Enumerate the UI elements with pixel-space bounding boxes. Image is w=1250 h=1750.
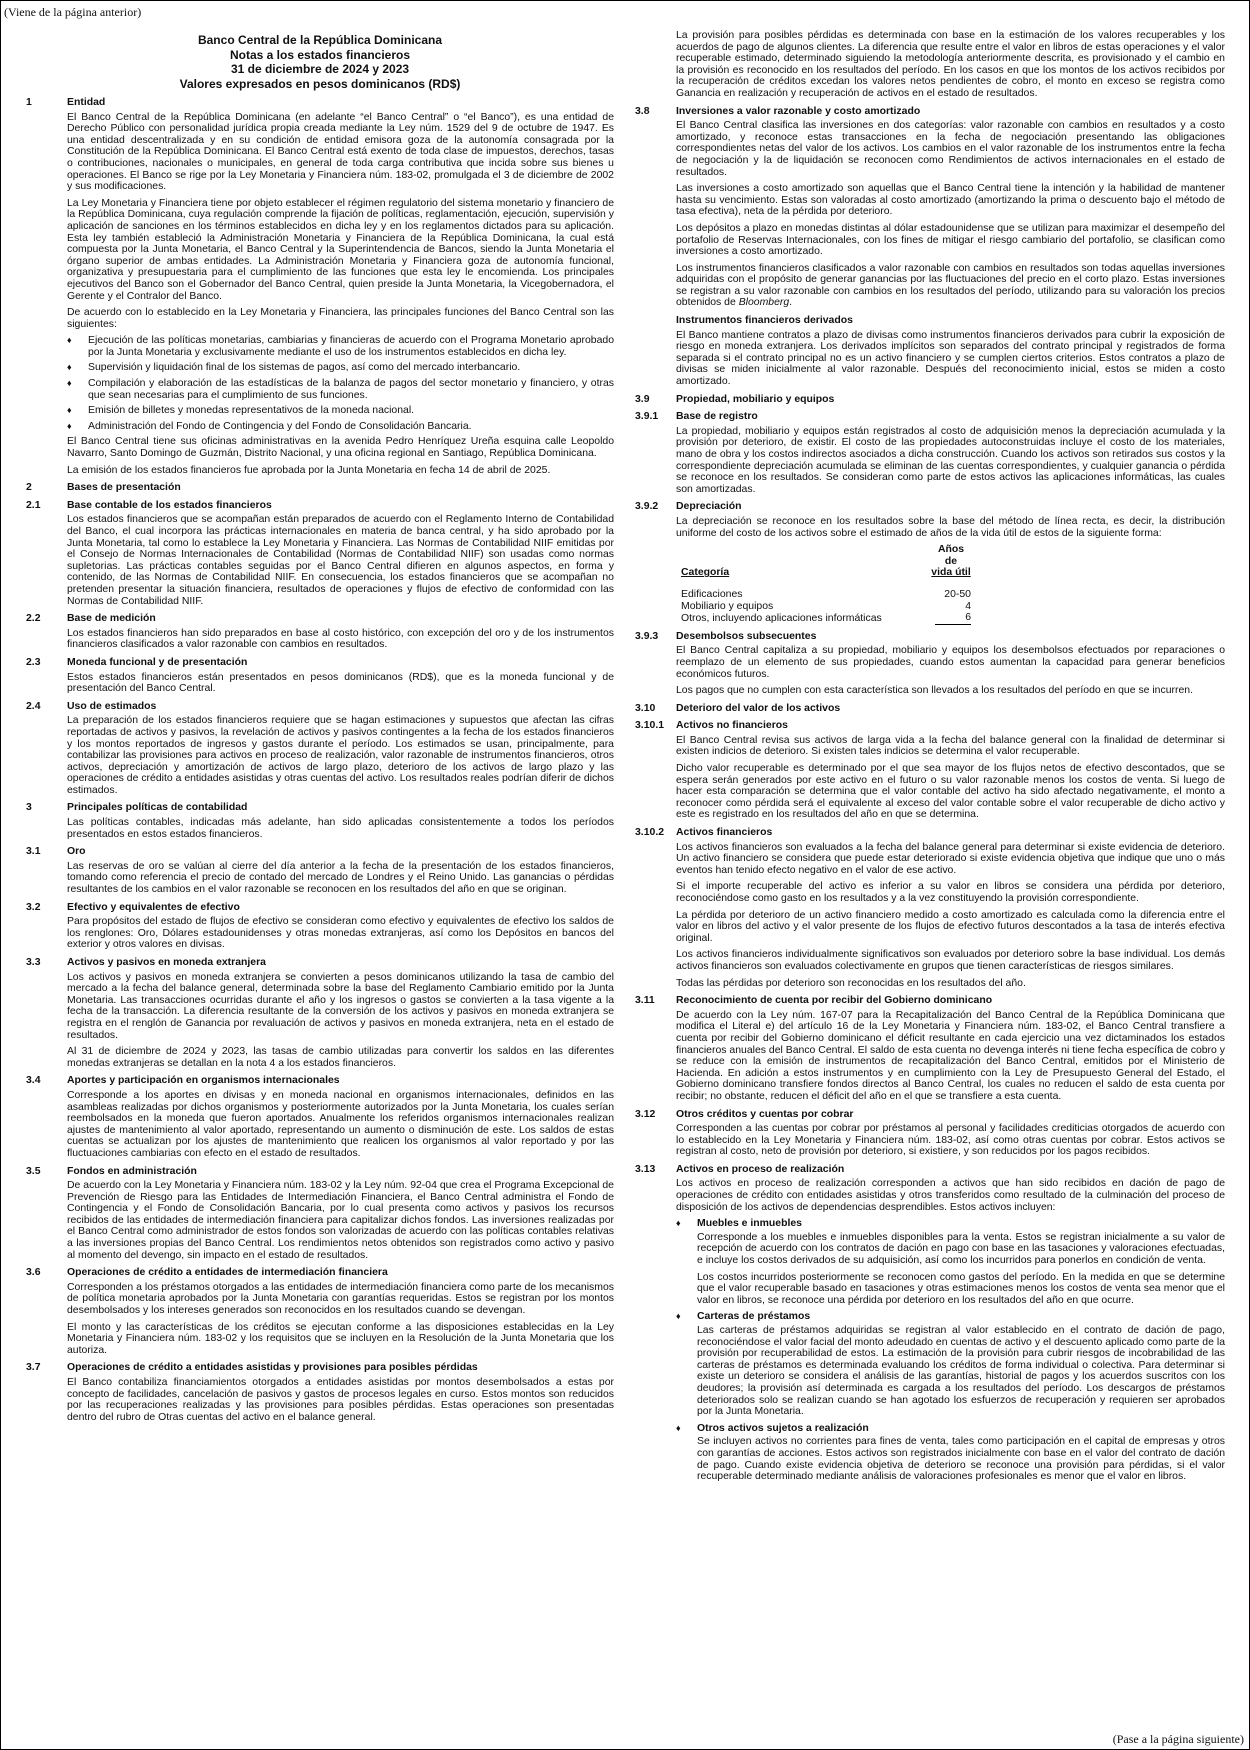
paragraph: Corresponde a los aportes en divisas y en moneda nacional en organismos internacionales, definidos en las asambleas realizadas por dichos organismos y posteriormente autorizados por la Junta Monetaria, los cuales serían reembolsados en la moneda que fueron aportados. Anualmente los referidos organismos internacionales realizan ajustes de mantenimiento al valor aportado, representando un aumento o disminución de este. Los saldos de estas cuentas se actualizan por los ajustes de mantenimiento que realicen los organismos al valor reportado y por las fluctuaciones cambiarias con efecto en el estado de resultados. xyxy=(67,1089,614,1159)
years-value: 6 xyxy=(935,612,971,625)
paragraph: El Banco Central tiene sus oficinas administrativas en la avenida Pedro Henríquez Ureña esquina calle Leopoldo Navarro, Santo Domingo de Guzmán, Distrito Nacional, y una oficina regional en Santiago, República Dominicana. xyxy=(67,436,614,460)
functions-list xyxy=(67,335,614,432)
diamond-bullet-icon: ♦ xyxy=(67,335,72,346)
list-item xyxy=(67,405,614,417)
table-cell-category: Otros, incluyendo aplicaciones informáticas xyxy=(681,613,882,625)
paragraph: Los pagos que no cumplen con esta característica son llevados a los resultados del período en que se incurren. xyxy=(676,685,1193,697)
section-number: 3.10 xyxy=(635,702,656,714)
section-heading xyxy=(635,1164,1225,1176)
paragraph: La Ley Monetaria y Financiera tiene por objeto establecer el régimen regulatorio del sistema monetario y financiero de la República Dominicana, cuya regulación comprende la fijación de políticas, reglamentación, ejecución, supervisión y aplicación de sanciones en los términos establecidos en dicha ley y en los reglamentos dictados para su aplicación. Esta ley también estableció la Administración Monetaria y Financiera de la República Dominicana, la cual está compuesta por la Junta Monetaria, el Banco Central y la Superintendencia de Bancos, siendo la Junta Monetaria el órgano superior de ambas entidades. La Administración Monetaria y Financiera goza de autonomía funcional, organizativa y presupuestaria para el cumplimiento de las funciones que esta ley le encomienda. Los principales ejecutivos del Banco son el Gobernador del Banco Central, quien preside la Junta Monetaria, la Vicegobernadora, el Gerente y el Contralor del Banco. xyxy=(67,197,614,302)
table-header-text: vida útil xyxy=(931,567,971,579)
section-heading xyxy=(635,995,1225,1007)
paragraph: Los estados financieros que se acompañan están preparados de acuerdo con el Reglamento Interno de Contabilidad del Banco, el cual incorpora las prácticas internacionales en materia de banca central, y ha sido aprobado por la Junta Monetaria, tal como lo establece la Ley Monetaria y Financiera. Las Normas de Contabilidad NIIF emitidas por el Consejo de Normas Internacionales de Contabilidad (Normas de Contabilidad NIIF) son usadas como normas supletorias. Las prácticas contables seguidas por el Banco Central difieren en algunos aspectos, en forma y contenido, de las Normas de Contabilidad NIIF. En consecuencia, los estados financieros que se acompañan no pretenden presentar la situación financiera, resultados de operaciones y flujos de efectivo de conformidad con las Normas de Contabilidad NIIF. xyxy=(67,514,614,607)
table-row xyxy=(681,601,971,613)
paragraph: De acuerdo con la Ley Monetaria y Financiera núm. 183-02 y la Ley núm. 92-04 que crea el Programa Excepcional de Prevención de Riesgo para las Entidades de Intermediación Financiera, el Banco Central administra el Fondo de Contingencia y el Fondo de Consolidación Bancaria, por lo cual presenta como activos y pasivos los recursos recibidos de las entidades de intermediación financiera para capitalizar dichos fondos. Las inversiones realizadas por el Banco Central como administrador de estos fondos son valorizadas de acuerdo con las políticas contables relativas a las inversiones propias del Banco Central. Los rendimientos netos obtenidos son registrados como activo y pasivo al momento del devengo, sin impacto en el estado de resultados. xyxy=(67,1180,614,1261)
diamond-bullet-icon: ♦ xyxy=(67,362,72,373)
table-cell-years xyxy=(931,601,971,613)
diamond-bullet-icon: ♦ xyxy=(676,1422,681,1433)
section-number: 3.9 xyxy=(635,393,650,405)
section-title: Deterioro del valor de los activos xyxy=(676,702,841,714)
paragraph: Los activos en proceso de realización corresponden a activos que han sido recibidos en dación de pago de operaciones de crédito con entidades asistidas y otros transferidos como resultado de la culminación del proceso de disposición de los activos de dependencias desprendibles. Estos activos incluyen: xyxy=(676,1178,1225,1213)
section-number: 3.10.2 xyxy=(635,827,665,839)
section-title: Aportes y participación en organismos internacionales xyxy=(67,1075,340,1087)
paragraph: El Banco Central capitaliza a su propiedad, mobiliario y equipos los desembolsos efectuados por reparaciones o reemplazo de un elemento de sus propiedades, cuando estos aumentan la capacidad para generar beneficios económicos futuros. xyxy=(676,645,1225,680)
paragraph: De acuerdo con la Ley núm. 167-07 para la Recapitalización del Banco Central de la República Dominicana que modifica el Literal e) del artículo 16 de la Ley Monetaria y Financiera núm. 183-02, el Banco Central transfiere a cuenta por recibir del Gobierno dominicano el déficit resultante en cada ejercicio una vez dictaminados los estados financieros anuales del Banco Central. El saldo de esta cuenta no devenga interés ni tiene fecha específica de cobro y se reduce con la emisión de instrumentos de recapitalización del Banco Central, emitidos por el Ministerio de Hacienda. En adición a estos instrumentos y en cumplimiento con la Ley de Presupuesto General del Estado, el Gobierno dominicano transfiere fondos directos al Banco Central, los cuales no reducen el saldo de esta cuenta por recibir; no obstante, reducen el déficit del año en el que se transfiere a esta cuenta. xyxy=(676,1009,1225,1102)
section-number: 3.8 xyxy=(635,105,650,117)
section-title: Operaciones de crédito a entidades de intermediación financiera xyxy=(67,1267,388,1279)
table-header-row xyxy=(681,544,971,567)
paragraph: La emisión de los estados financieros fue aprobada por la Junta Monetaria en fecha 14 de abril de 2025. xyxy=(67,464,551,476)
title-line: Valores expresados en pesos dominicanos (RD$) xyxy=(179,76,461,91)
table-header-text: Años de xyxy=(937,544,965,567)
paragraph: Dicho valor recuperable es determinado por el que sea mayor de los flujos netos de efectivo descontados, que se espera serán generados por este activo en el futuro o su valor razonable menos los costos de venta. Si luego de hacer esta comparación se determina que el valor contable del activo ha sido afectado negativamente, el monto a reconocer como pérdida será el equivalente al exceso del valor contable sobre el valor recuperable de dicho activo y este es registrado en los resultados del año en que se determina. xyxy=(676,763,1225,821)
section-number: 3.9.3 xyxy=(635,630,659,642)
table-spacer-cell xyxy=(681,579,971,589)
section-number: 3.12 xyxy=(635,1108,656,1120)
section-number: 3.5 xyxy=(26,1165,41,1177)
table-row xyxy=(681,612,971,625)
section-title: Entidad xyxy=(67,97,106,108)
section-heading xyxy=(26,802,614,814)
table-header-cell xyxy=(931,544,971,567)
paragraph xyxy=(676,263,1225,309)
section-title: Efectivo y equivalentes de efectivo xyxy=(67,901,240,913)
asset-type-title: Muebles e inmuebles xyxy=(697,1218,802,1230)
section-heading xyxy=(26,1362,614,1374)
table-cell-years xyxy=(931,589,971,601)
paragraph: Corresponde a los muebles e inmuebles disponibles para la venta. Estos se registran inicialmente a su valor de recepción de acuerdo con los contratos de dación en pago con base en las tasaciones y valoraciones efectuadas, e incluye los costos derivados de su adquisición, así como los incurridos para ponerlos en condición de venta. xyxy=(697,1231,1225,1267)
paragraph: Estos estados financieros están presentados en pesos dominicanos (RD$), que es la moneda funcional y de presentación del Banco Central. xyxy=(67,671,614,695)
section-number: 3.2 xyxy=(26,901,41,913)
section-heading xyxy=(26,482,614,494)
title-line: 31 de diciembre de 2024 y 2023 xyxy=(230,62,410,76)
paragraph: El Banco Central revisa sus activos de larga vida a la fecha del balance general con la finalidad de determinar si existen indicios de deterioro. Si existen tales indicios se determina el valor recuperable. xyxy=(676,734,1225,758)
table-header-row xyxy=(681,567,971,579)
paragraph: De acuerdo con lo establecido en la Ley Monetaria y Financiera, las principales funciones del Banco Central son las siguientes: xyxy=(67,307,614,330)
section-heading xyxy=(26,1267,614,1279)
section-title: Operaciones de crédito a entidades asistidas y provisiones para posibles pérdidas xyxy=(67,1362,478,1374)
section-heading xyxy=(635,720,1225,732)
continued-on-note: (Pase a la página siguiente) xyxy=(1112,1732,1244,1746)
section-heading xyxy=(26,846,614,858)
paragraph: Para propósitos del estado de flujos de efectivo se consideran como efectivo y equivalentes de efectivo los saldos de los renglones: Oro, Dólares estadounidenses y otras monedas extranjeras, así como los Depósitos en bancos del exterior y otros valores en divisas. xyxy=(67,916,614,951)
section-heading xyxy=(26,1075,614,1087)
paragraph: El Banco Central de la República Dominicana (en adelante “el Banco Central” o “el Banco”), es una entidad de Derecho Público con personalidad jurídica propia creada mediante la Ley núm. 1529 del 9 de octubre de 1947. Es una entidad descentralizada y en su condición de entidad emisora goza de la autonomía consagrada por la Constitución de la República Dominicana. El Banco Central está exento de toda clase de impuestos, derechos, tasas o contribuciones, nacionales o municipales, en general de toda carga contributiva que incida sobre sus bienes u operaciones. El Banco se rige por la Ley Monetaria y Financiera núm. 183-02, promulgada el 3 de diciembre de 2002 y sus modificaciones. xyxy=(67,111,614,193)
paragraph: Los activos financieros individualmente significativos son evaluados por deterioro sobre la base individual. Los demás activos financieros son evaluados colectivamente en grupos que tienen características de riesgos similares. xyxy=(676,949,1225,972)
table-row xyxy=(681,589,971,601)
list-item-text: Emisión de billetes y monedas representativos de la moneda nacional. xyxy=(88,405,415,417)
asset-type-heading xyxy=(676,1218,1225,1230)
list-item xyxy=(67,362,614,374)
table-cell-category: Mobiliario y equipos xyxy=(681,600,774,612)
section-number: 3.13 xyxy=(635,1163,656,1175)
section-title: Fondos en administración xyxy=(67,1165,197,1177)
section-heading xyxy=(635,411,1225,423)
paragraph: El Banco mantiene contratos a plazo de divisas como instrumentos financieros derivados para cubrir la exposición de riesgo en moneda extranjera. Los derivados implícitos son separados del contrato principal y registrados de forma separada si el contrato principal no es un activo financiero y se cumplen ciertos criterios. Estos contratos a plazo de divisas se miden inicialmente al valor razonable. Después del reconocimiento inicial, estos se miden a costo amortizado. xyxy=(676,329,1225,388)
paragraph: Las reservas de oro se valúan al cierre del día anterior a la fecha de la presentación de los estados financieros, tomando como referencia el precio de contado del mercado de Londres y el Reino Unido. Las ganancias o pérdidas resultantes de los cambios en el valor razonable se reconocen en los resultados del año en que se originan. xyxy=(67,860,614,896)
diamond-bullet-icon: ♦ xyxy=(67,420,72,431)
section-title: Depreciación xyxy=(676,501,742,513)
continued-from-note: (Viene de la página anterior) xyxy=(4,5,142,19)
section-number: 3.1 xyxy=(26,846,41,858)
section-number: 2.4 xyxy=(26,700,41,712)
section-heading xyxy=(26,1166,614,1178)
section-number: 3.10.1 xyxy=(635,720,665,732)
list-item xyxy=(67,421,614,433)
section-number: 2.2 xyxy=(26,613,41,625)
table-cell-category: Edificaciones xyxy=(681,588,743,600)
section-title: Activos y pasivos en moneda extranjera xyxy=(67,957,266,968)
section-heading xyxy=(26,657,614,669)
section-number: 3.11 xyxy=(635,995,655,1007)
table-spacer-row xyxy=(681,579,971,589)
paragraph: La depreciación se reconoce en los resultados sobre la base del método de línea recta, es decir, la distribución uniforme del costo de los activos sobre el estimado de años de la vida útil de estos de la siguiente forma: xyxy=(676,515,1225,539)
asset-type-title: Otros activos sujetos a realización xyxy=(697,1422,869,1434)
paragraph: Las políticas contables, indicadas más adelante, han sido aplicadas consistentemente a todos los períodos presentados en estos estados financieros. xyxy=(67,817,614,840)
section-number: 3.3 xyxy=(26,957,41,968)
section-title: Oro xyxy=(67,846,86,858)
diamond-bullet-icon: ♦ xyxy=(676,1311,681,1322)
title-line: Notas a los estados financieros xyxy=(229,47,411,62)
section-title: Otros créditos y cuentas por cobrar xyxy=(676,1108,854,1120)
paragraph: Los depósitos a plazo en monedas distintas al dólar estadounidense que se utilizan para maximizar el desempeño del portafolio de Reservas Internacionales, con los fines de mitigar el riesgo cambiario del portafolio, se clasifican como inversiones a costo amortizado. xyxy=(676,222,1225,258)
section-number: 3.9.1 xyxy=(635,411,659,423)
useful-life-table xyxy=(681,544,971,625)
section-heading xyxy=(635,703,1225,715)
table-header-cell: Categoría xyxy=(681,567,730,579)
paragraph: El Banco Central clasifica las inversiones en dos categorías: valor razonable con cambios en resultados y a costo amortizado, y reconoce estas transacciones en la fecha de negociación presentando las obligaciones correspondientes netas del valor de los activos. Los cambios en el valor razonable de los instrumentos entre la fecha de negociación y la de liquidación se reconocen como Rendimientos de activos internacionales en el estado de resultados. xyxy=(676,120,1225,178)
section-number: 3.7 xyxy=(26,1362,41,1374)
paragraph: Corresponden a los préstamos otorgados a las entidades de intermediación financiera como parte de los mecanismos de política monetaria aprobados por la Junta Monetaria con garantías requeridas. Estos se registran por los montos desembolsados y los intereses generados son reconocidos en los resultados cuando se devengan. xyxy=(67,1281,614,1317)
section-heading xyxy=(26,613,614,625)
section-number: 3.9.2 xyxy=(635,501,659,513)
left-column xyxy=(26,30,614,1428)
section-heading xyxy=(635,106,1225,118)
section-heading xyxy=(635,1109,1225,1121)
section-number: 3.4 xyxy=(26,1075,41,1087)
table-header-cell xyxy=(681,544,931,567)
paragraph: Todas las pérdidas por deterioro son reconocidas en los resultados del año. xyxy=(676,977,1026,989)
section-heading xyxy=(635,631,1225,643)
paragraph: Si el importe recuperable del activo es inferior a su valor en libros se considera una pérdida por deterioro, reconociéndose como gasto en los resultados y a la vez constituyendo la provisión correspondiente. xyxy=(676,881,1225,904)
document-title xyxy=(26,33,614,91)
paragraph: Las carteras de préstamos adquiridas se registran al valor establecido en el contrato de dación de pago, reconociéndose el valor facial del monto adeudado en cuentas de activo y el descuento aplicado como parte de la provisión por recuperabilidad de estos. La estimación de la provisión para cubrir riesgos de incobrabilidad de las carteras de préstamos es determinada evaluando los créditos de forma individual o colectiva. Para determinar si existe un deterioro se considera el análisis de las garantías, historial de pagos y los acuerdos suscritos con los deudores; la provisión así determinada es cargada a los resultados del período. Los descargos de préstamos deteriorados solo se realizan cuando se han agotado los esfuerzos de recuperación y requieren ser aprobados por la Junta Monetaria. xyxy=(697,1325,1225,1418)
paragraph: El Banco contabiliza financiamientos otorgados a entidades asistidas por montos desembolsados a estas por concepto de facilidades, cancelación de pasivos y gastos de procesos legales en curso. Estos montos son reducidos por las recuperaciones realizadas y las provisiones para posibles pérdidas. Estas operaciones son presentadas dentro del rubro de Otras cuentas del activo en el balance general. xyxy=(67,1377,614,1423)
section-title: Base contable de los estados financieros xyxy=(67,499,272,511)
asset-type-heading xyxy=(676,1311,1225,1323)
diamond-bullet-icon: ♦ xyxy=(67,405,72,416)
paragraph: Las inversiones a costo amortizado son aquellas que el Banco Central tiene la intención y la habilidad de mantener hasta su vencimiento. Estas son valoradas al costo amortizado (amortizando la prima o descuento bajo el método de tasa efectiva), neta de la pérdida por deterioro. xyxy=(676,183,1225,218)
subsection-heading: Instrumentos financieros derivados xyxy=(676,315,853,327)
section-heading xyxy=(26,701,614,713)
paragraph: La pérdida por deterioro de un activo financiero medido a costo amortizado es calculada como la diferencia entre el valor en libros del activo y el valor presente de los flujos de efectivo futuros descontados a la tasa de interés efectiva original. xyxy=(676,909,1225,944)
paragraph: La propiedad, mobiliario y equipos están registrados al costo de adquisición menos la depreciación acumulada y la provisión por deterioro, de existir. El costo de las propiedades autoconstruidas incluye el costo de los materiales, mano de obra y los costos indirectos asociados a dicha construcción. Cuando los activos son retirados sus costos y la correspondiente depreciación acumulada se eliminan de las cuentas correspondientes, y cualquier ganancia o pérdida se reconoce en los resultados. Se consideran como parte de estos activos las aplicaciones informáticas, las cuales son amortizadas. xyxy=(676,425,1225,495)
diamond-bullet-icon: ♦ xyxy=(676,1218,681,1229)
paragraph: La preparación de los estados financieros requiere que se hagan estimaciones y supuestos que afectan las cifras reportadas de activos y pasivos, la revelación de activos y pasivos contingentes a la fecha de los estados financieros y los montos reportados de ingresos y gastos durante el período. Los estimados se usan, principalmente, para contabilizar las provisiones para activos en proceso de realización, valor razonable de instrumentos financieros, otros activos, depreciación y amortización de activos de largo plazo, deterioro de los activos de largo plazo y las operaciones de crédito a entidades asistidas y otras cuentas del activo. Los resultados reales podrían diferir de dichos estimados. xyxy=(67,715,614,796)
section-title: Activos no financieros xyxy=(676,720,788,732)
paragraph: Los activos financieros son evaluados a la fecha del balance general para determinar si existe evidencia de deterioro. Un activo financiero se considera que puede estar deteriorado si existe evidencia objetiva que indique que uno o más eventos han tenido efecto negativo en el valor de ese activo. xyxy=(676,841,1225,876)
paragraph: Los costos incurridos posteriormente se reconocen como gastos del período. En la medida en que se determine que el valor recuperable basado en tasaciones y otras estimaciones menos los costos de venta sea menor que el valor en libros, se reconoce una pérdida por deterioro en los resultados del año en que ocurre. xyxy=(697,1271,1225,1306)
years-value: 4 xyxy=(965,600,971,612)
section-heading xyxy=(26,500,614,512)
section-number: 1 xyxy=(26,97,32,108)
list-item xyxy=(67,335,614,358)
section-heading xyxy=(635,394,1225,406)
section-heading xyxy=(635,501,1225,513)
diamond-bullet-icon: ♦ xyxy=(67,378,72,389)
section-number: 2.1 xyxy=(26,499,41,511)
paragraph: Los estados financieros han sido preparados en base al costo histórico, con excepción del oro y de los instrumentos financieros clasificados a valor razonable con cambios en resultados. xyxy=(67,627,614,651)
title-line: Banco Central de la República Dominicana xyxy=(197,33,443,47)
table-header-cell xyxy=(931,567,971,579)
section-number: 3 xyxy=(26,802,32,814)
years-value: 20-50 xyxy=(944,588,971,600)
paragraph: Corresponden a las cuentas por cobrar por préstamos al personal y facilidades crediticias otorgados de acuerdo con lo establecido en la Ley Monetaria y Financiera núm. 183-02, así como otras cuentas por cobrar. Estos activos se registran al costo, neto de provisión por deterioro, si existiere, y son reducidos por los pagos recibidos. xyxy=(676,1123,1225,1158)
paragraph-text: Los instrumentos financieros clasificados a valor razonable con cambios en resultados son todas aquellas inversiones adquiridas con el propósito de generar ganancias por las fluctuaciones del precio en el corto plazo. Estas inversiones se registran a su valor razonable con cambios en los resultados del período, utilizando para su valoración los precios obtenidos de xyxy=(676,262,1225,309)
paragraph: Al 31 de diciembre de 2024 y 2023, las tasas de cambio utilizadas para convertir los saldos en las diferentes monedas extranjeras se detallan en la nota 4 a los estados financieros. xyxy=(67,1046,614,1069)
section-title: Activos en proceso de realización xyxy=(676,1163,845,1175)
source-name: Bloomberg xyxy=(738,297,790,309)
asset-type-heading xyxy=(676,1423,1225,1435)
table-cell-years xyxy=(931,612,971,625)
section-title: Moneda funcional y de presentación xyxy=(67,656,248,668)
section-title: Principales políticas de contabilidad xyxy=(67,802,248,814)
list-item-text: Compilación y elaboración de las estadísticas de la balanza de pagos del sector monetario y financiero, y otras que sean necesarias para el cumplimiento de sus funciones. xyxy=(88,378,614,401)
section-heading xyxy=(635,827,1225,839)
section-number: 2 xyxy=(26,482,32,494)
list-item xyxy=(67,378,614,401)
section-heading xyxy=(26,957,614,969)
paragraph: Se incluyen activos no corrientes para fines de venta, tales como participación en el capital de empresas y otros con garantías de acciones. Estos activos son registrados inicialmente con base en el valor del contrato de dación de pago. Cuando existe evidencia objetiva de deterioro se reconoce una provisión para pérdidas, si el valor recuperable determinado mediante análisis de valoraciones profesionales es menor que el valor en libros. xyxy=(697,1436,1225,1483)
list-item-text: Administración del Fondo de Contingencia y del Fondo de Consolidación Bancaria. xyxy=(88,420,472,432)
section-title: Activos financieros xyxy=(676,827,773,839)
paragraph: La provisión para posibles pérdidas es determinada con base en la estimación de los valores recuperables y los acuerdos de pago de algunos clientes. La diferencia que resulte entre el valor en libros de estas operaciones y el valor recuperable estimado, determinado siguiendo la metodología anteriormente descrita, es provisionado y el cambio en la provisión es reconocido en los resultados del período. En los casos en que los montos de los activos recibidos por la recuperación de créditos excedan los valores netos pendientes de cobro, el monto en exceso se registra como Ganancia en realización y recuperación de activos en el estado de resultados. xyxy=(676,30,1225,99)
section-number: 3.6 xyxy=(26,1267,41,1279)
section-number: 2.3 xyxy=(26,656,41,668)
asset-type-title: Carteras de préstamos xyxy=(697,1311,811,1323)
section-title: Uso de estimados xyxy=(67,700,157,712)
paragraph: Los activos y pasivos en moneda extranjera se convierten a pesos dominicanos utilizando la tasa de cambio del mercado a la fecha del balance general, determinada sobre la base del Reglamento Cambiario emitido por la Junta Monetaria. Las transacciones ocurridas durante el año y los ingresos o gastos se convierten a la tasa vigente a la fecha de la transacción. La diferencia resultante de la conversión de los activos y pasivos en moneda extranjera se registra en el renglón de Ganancia por revaluación de activos y pasivos en moneda extranjera, neta en el estado de resultados. xyxy=(67,971,614,1041)
section-heading xyxy=(26,902,614,914)
section-title: Base de registro xyxy=(676,411,758,423)
section-title: Desembolsos subsecuentes xyxy=(676,630,817,642)
section-title: Propiedad, mobiliario y equipos xyxy=(676,393,835,405)
paragraph-tail: . xyxy=(789,297,793,309)
section-title: Inversiones a valor razonable y costo amortizado xyxy=(676,105,921,117)
section-title: Base de medición xyxy=(67,613,156,625)
section-title: Bases de presentación xyxy=(67,482,181,494)
section-heading xyxy=(26,97,614,109)
list-item-text: Ejecución de las políticas monetarias, cambiarias y financieras de acuerdo con el Programa Monetario aprobado por la Junta Monetaria y exclusivamente mediante el uso de los instrumentos establecidos en dicha ley. xyxy=(88,335,614,358)
section-title: Reconocimiento de cuenta por recibir del Gobierno dominicano xyxy=(676,995,993,1007)
right-column xyxy=(635,30,1225,1488)
paragraph: El monto y las características de los créditos se ejecutan conforme a las disposiciones establecidas en la Ley Monetaria y Financiera núm. 183-02 y los requisitos que se incluyen en la Resolución de la Junta Monetaria que los autoriza. xyxy=(67,1321,614,1356)
list-item-text: Supervisión y liquidación final de los sistemas de pagos, así como del mercado interbancario. xyxy=(88,362,521,374)
